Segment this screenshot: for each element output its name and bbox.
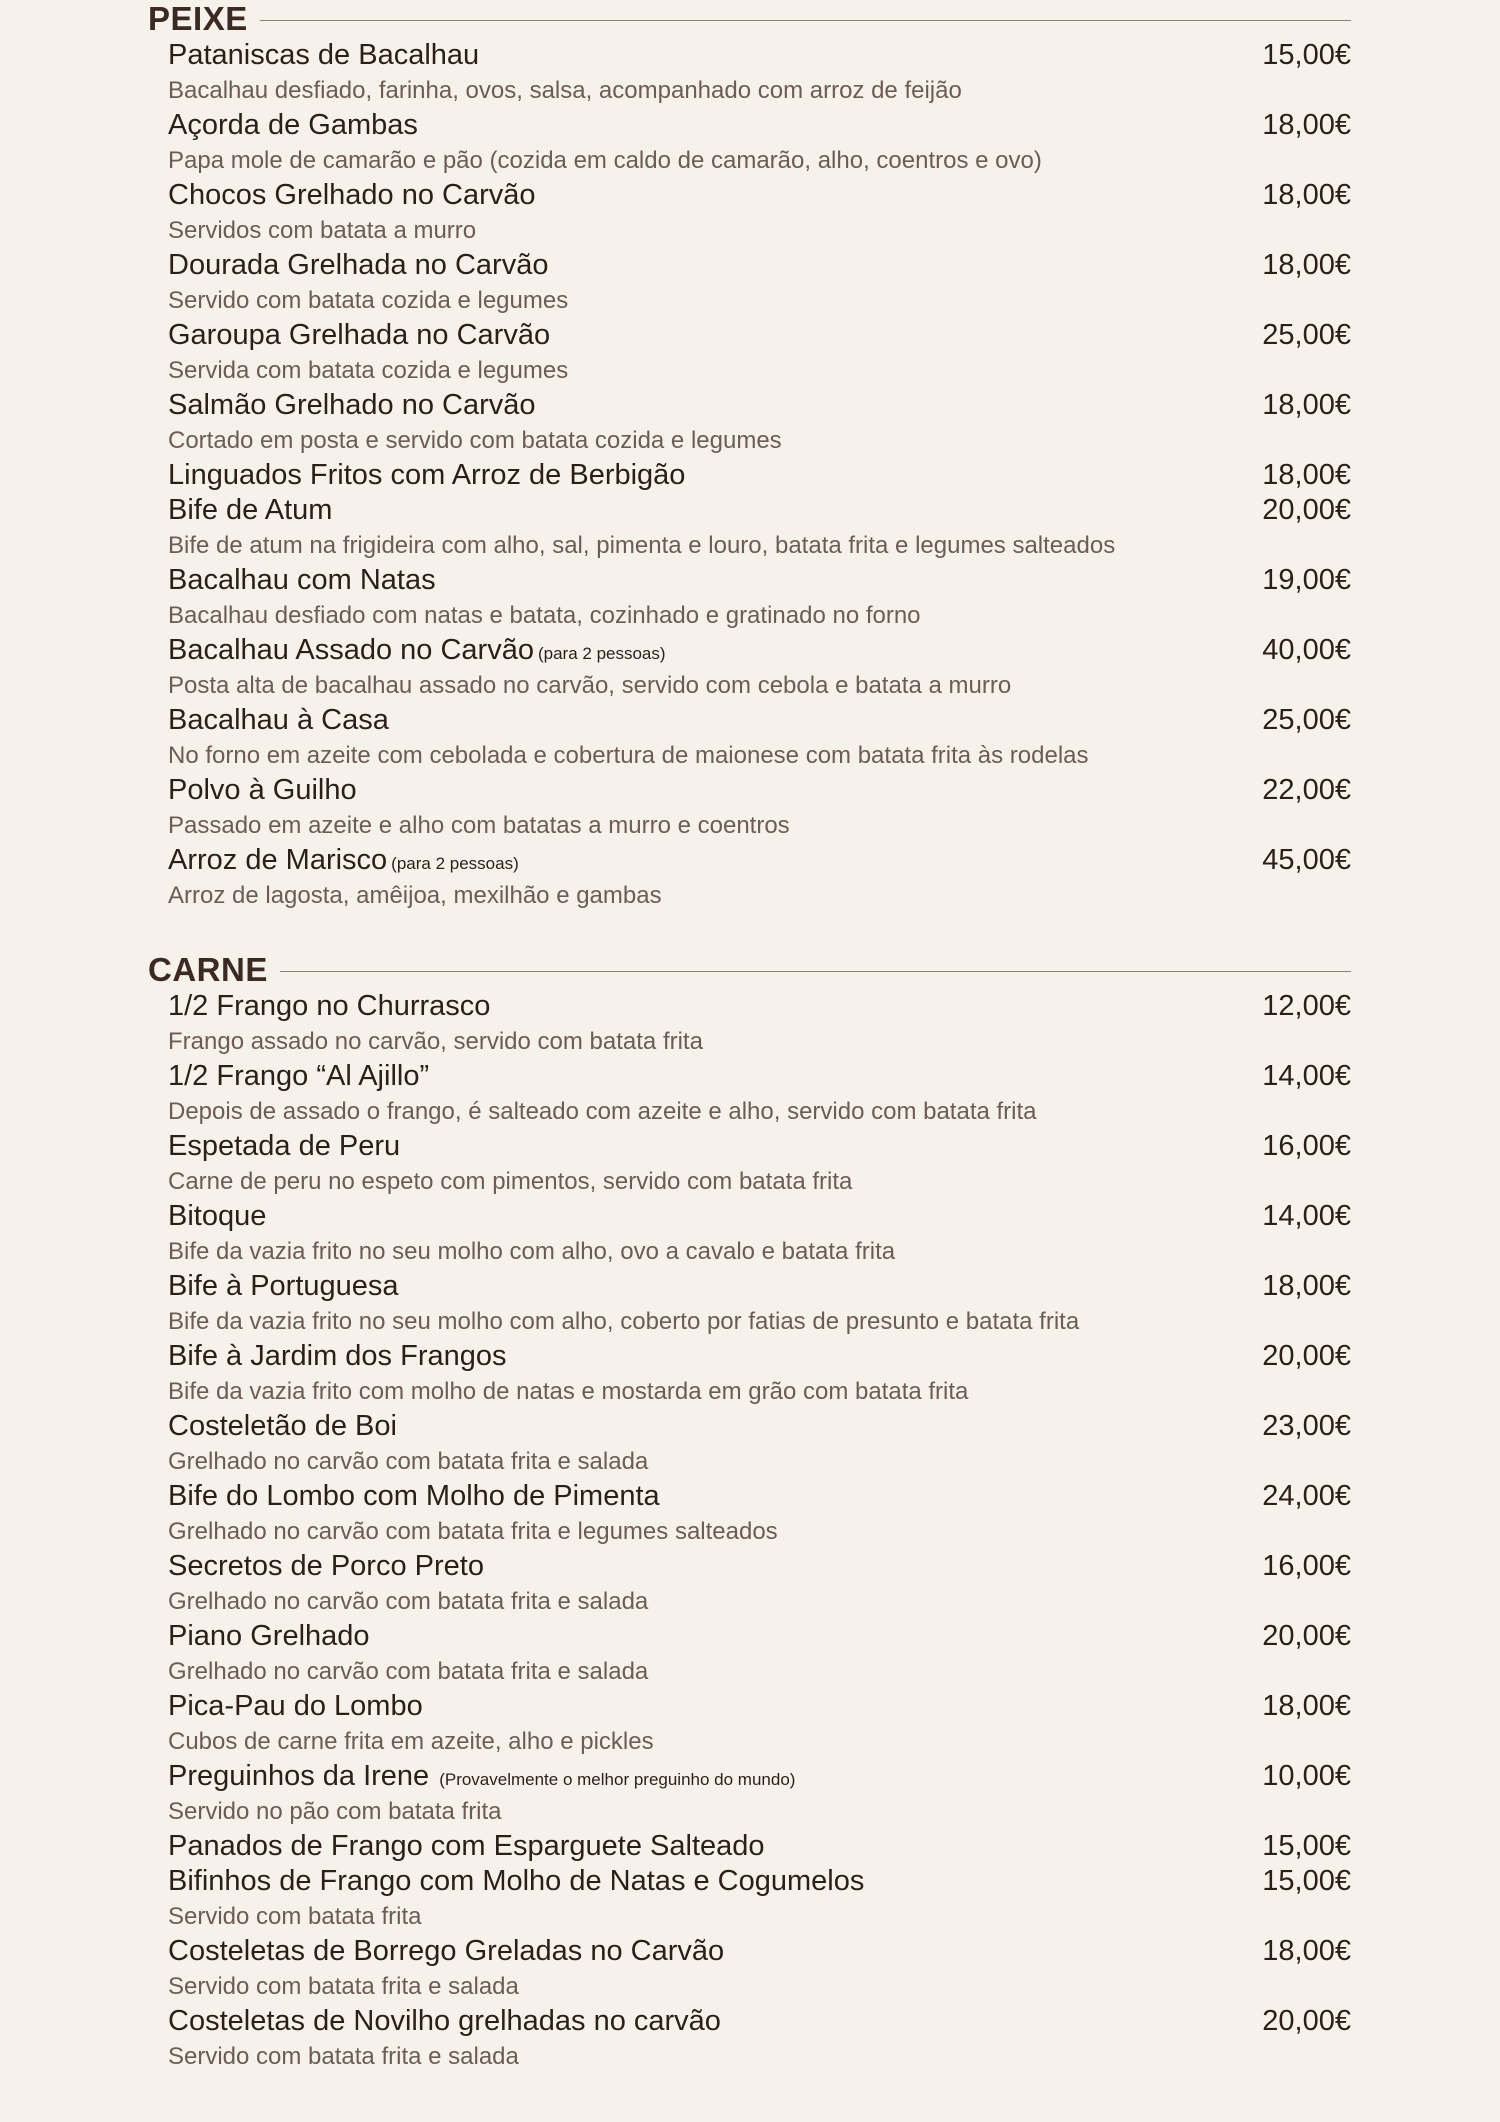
- item-price: 15,00€: [1262, 1830, 1351, 1862]
- item-description: Arroz de lagosta, amêijoa, mexilhão e gambas: [168, 882, 662, 909]
- item-description: Bife da vazia frito no seu molho com alho, coberto por fatias de presunto e batata frita: [168, 1308, 1080, 1335]
- item-description: Servido com batata frita: [168, 1903, 422, 1930]
- section-carne: [148, 951, 1351, 2074]
- item-name: Bacalhau com Natas: [168, 564, 436, 596]
- menu-item: [168, 248, 1351, 318]
- item-description: Papa mole de camarão e pão (cozida em caldo de camarão, alho, coentros e ovo): [168, 147, 1042, 174]
- item-name: Bacalhau Assado no Carvão: [168, 634, 534, 666]
- item-name: Arroz de Marisco: [168, 844, 388, 876]
- item-price: 14,00€: [1262, 1200, 1351, 1232]
- menu-item: [168, 318, 1351, 388]
- section-peixe: [148, 0, 1351, 913]
- item-name: Pica-Pau do Lombo: [168, 1690, 423, 1722]
- item-price: 20,00€: [1262, 2005, 1351, 2037]
- menu-item: [168, 1269, 1351, 1339]
- item-price: 20,00€: [1262, 1340, 1351, 1372]
- menu-item: [168, 1339, 1351, 1409]
- section-divider: [148, 20, 1351, 21]
- item-name: Chocos Grelhado no Carvão: [168, 179, 536, 211]
- item-description: Bife de atum na frigideira com alho, sal, pimenta e louro, batata frita e legumes salteados: [168, 532, 1116, 559]
- item-price: 14,00€: [1262, 1060, 1351, 1092]
- item-description: Servida com batata cozida e legumes: [168, 357, 569, 384]
- item-description: Posta alta de bacalhau assado no carvão, servido com cebola e batata a murro: [168, 672, 1012, 699]
- item-price: 18,00€: [1262, 109, 1351, 141]
- item-description: Frango assado no carvão, servido com batata frita: [168, 1028, 703, 1055]
- item-description: Passado em azeite e alho com batatas a murro e coentros: [168, 812, 790, 839]
- item-name: Bifinhos de Frango com Molho de Natas e Cogumelos: [168, 1865, 865, 1897]
- item-price: 15,00€: [1262, 39, 1351, 71]
- item-description: Grelhado no carvão com batata frita e salada: [168, 1448, 649, 1475]
- item-description: Grelhado no carvão com batata frita e salada: [168, 1658, 649, 1685]
- item-note: (Provavelmente o melhor preguinho do mundo): [439, 1770, 796, 1789]
- menu-item: [168, 2004, 1351, 2074]
- item-description: Cortado em posta e servido com batata cozida e legumes: [168, 427, 782, 454]
- item-price: 24,00€: [1262, 1480, 1351, 1512]
- item-description: Servidos com batata a murro: [168, 217, 477, 244]
- item-name: Secretos de Porco Preto: [168, 1550, 484, 1582]
- item-price: 40,00€: [1262, 634, 1351, 666]
- item-description: Grelhado no carvão com batata frita e salada: [168, 1588, 649, 1615]
- menu-item: [168, 1059, 1351, 1129]
- menu-item: [168, 1619, 1351, 1689]
- item-price: 22,00€: [1262, 774, 1351, 806]
- item-price: 23,00€: [1262, 1410, 1351, 1442]
- item-name: Dourada Grelhada no Carvão: [168, 249, 549, 281]
- menu-item: [168, 493, 1351, 563]
- item-description: Bacalhau desfiado, farinha, ovos, salsa, acompanhado com arroz de feijão: [168, 77, 962, 104]
- item-description: Servido com batata cozida e legumes: [168, 287, 569, 314]
- section-divider: [148, 971, 1351, 972]
- item-name: Bife à Jardim dos Frangos: [168, 1340, 507, 1372]
- item-name: Piano Grelhado: [168, 1620, 370, 1652]
- item-price: 18,00€: [1262, 1935, 1351, 1967]
- item-description: Grelhado no carvão com batata frita e legumes salteados: [168, 1518, 778, 1545]
- menu-item: [168, 1129, 1351, 1199]
- item-description: Bife da vazia frito no seu molho com alho, ovo a cavalo e batata frita: [168, 1238, 896, 1265]
- item-name: Costeletas de Novilho grelhadas no carvão: [168, 2005, 721, 2037]
- item-name: Costeletas de Borrego Greladas no Carvão: [168, 1935, 725, 1967]
- item-description: Servido com batata frita e salada: [168, 1973, 519, 2000]
- menu-item: [168, 563, 1351, 633]
- menu-item: [168, 1689, 1351, 1759]
- item-price: 18,00€: [1262, 249, 1351, 281]
- item-price: 19,00€: [1262, 564, 1351, 596]
- section-title: CARNE: [148, 951, 280, 989]
- item-name: Costeletão de Boi: [168, 1410, 397, 1442]
- menu-item: [168, 703, 1351, 773]
- section-title: PEIXE: [148, 0, 260, 38]
- item-name: Salmão Grelhado no Carvão: [168, 389, 536, 421]
- item-name: Bitoque: [168, 1200, 267, 1232]
- menu-item: [168, 388, 1351, 458]
- menu-item: [168, 1199, 1351, 1269]
- menu-item: [168, 843, 1351, 913]
- item-price: 18,00€: [1262, 1270, 1351, 1302]
- item-description: Bife da vazia frito com molho de natas e mostarda em grão com batata frita: [168, 1378, 969, 1405]
- item-price: 16,00€: [1262, 1550, 1351, 1582]
- item-name: Bife de Atum: [168, 494, 333, 526]
- item-price: 25,00€: [1262, 319, 1351, 351]
- item-price: 18,00€: [1262, 389, 1351, 421]
- menu-item: [168, 1864, 1351, 1934]
- item-price: 20,00€: [1262, 494, 1351, 526]
- item-name: Garoupa Grelhada no Carvão: [168, 319, 551, 351]
- item-description: Depois de assado o frango, é salteado com azeite e alho, servido com batata frita: [168, 1098, 1037, 1125]
- menu-item: [168, 1479, 1351, 1549]
- item-price: 25,00€: [1262, 704, 1351, 736]
- item-price: 18,00€: [1262, 459, 1351, 491]
- item-note: (para 2 pessoas): [537, 644, 666, 663]
- section-header: [148, 0, 1351, 38]
- menu-item: [168, 1409, 1351, 1479]
- item-name: Bacalhau à Casa: [168, 704, 389, 736]
- item-description: No forno em azeite com cebolada e cobertura de maionese com batata frita às rodelas: [168, 742, 1089, 769]
- menu-item: [168, 108, 1351, 178]
- item-description: Carne de peru no espeto com pimentos, servido com batata frita: [168, 1168, 853, 1195]
- item-price: 10,00€: [1262, 1760, 1351, 1792]
- item-description: Servido no pão com batata frita: [168, 1798, 502, 1825]
- item-name: Bife do Lombo com Molho de Pimenta: [168, 1480, 660, 1512]
- item-name: Polvo à Guilho: [168, 774, 357, 806]
- menu-item: [168, 989, 1351, 1059]
- item-note: (para 2 pessoas): [391, 854, 519, 873]
- item-name: Pataniscas de Bacalhau: [168, 39, 480, 71]
- item-price: 18,00€: [1262, 1690, 1351, 1722]
- menu-item: [168, 38, 1351, 108]
- menu-item: [168, 1759, 1351, 1829]
- menu-item: [168, 633, 1351, 703]
- menu-item: [168, 1549, 1351, 1619]
- item-name: Linguados Fritos com Arroz de Berbigão: [168, 459, 686, 491]
- item-price: 15,00€: [1262, 1865, 1351, 1897]
- item-name: Panados de Frango com Esparguete Salteado: [168, 1830, 765, 1862]
- menu-item: [168, 178, 1351, 248]
- section-header: [148, 951, 1351, 989]
- menu-item: [168, 1934, 1351, 2004]
- item-price: 18,00€: [1262, 179, 1351, 211]
- menu-items: [148, 989, 1351, 2074]
- item-price: 12,00€: [1262, 990, 1351, 1022]
- menu-item: [168, 1829, 1351, 1864]
- item-price: 16,00€: [1262, 1130, 1351, 1162]
- item-description: Cubos de carne frita em azeite, alho e pickles: [168, 1728, 654, 1755]
- item-name: Preguinhos da Irene: [168, 1760, 430, 1792]
- item-description: Servido com batata frita e salada: [168, 2043, 519, 2070]
- menu-item: [168, 458, 1351, 493]
- item-name: Bife à Portuguesa: [168, 1270, 399, 1302]
- item-name: 1/2 Frango “Al Ajillo”: [168, 1060, 430, 1092]
- item-description: Bacalhau desfiado com natas e batata, cozinhado e gratinado no forno: [168, 602, 921, 629]
- item-name: Espetada de Peru: [168, 1130, 401, 1162]
- menu-item: [168, 773, 1351, 843]
- menu-items: [148, 38, 1351, 913]
- item-name: Açorda de Gambas: [168, 109, 418, 141]
- item-price: 45,00€: [1262, 844, 1351, 876]
- item-name: 1/2 Frango no Churrasco: [168, 990, 491, 1022]
- item-price: 20,00€: [1262, 1620, 1351, 1652]
